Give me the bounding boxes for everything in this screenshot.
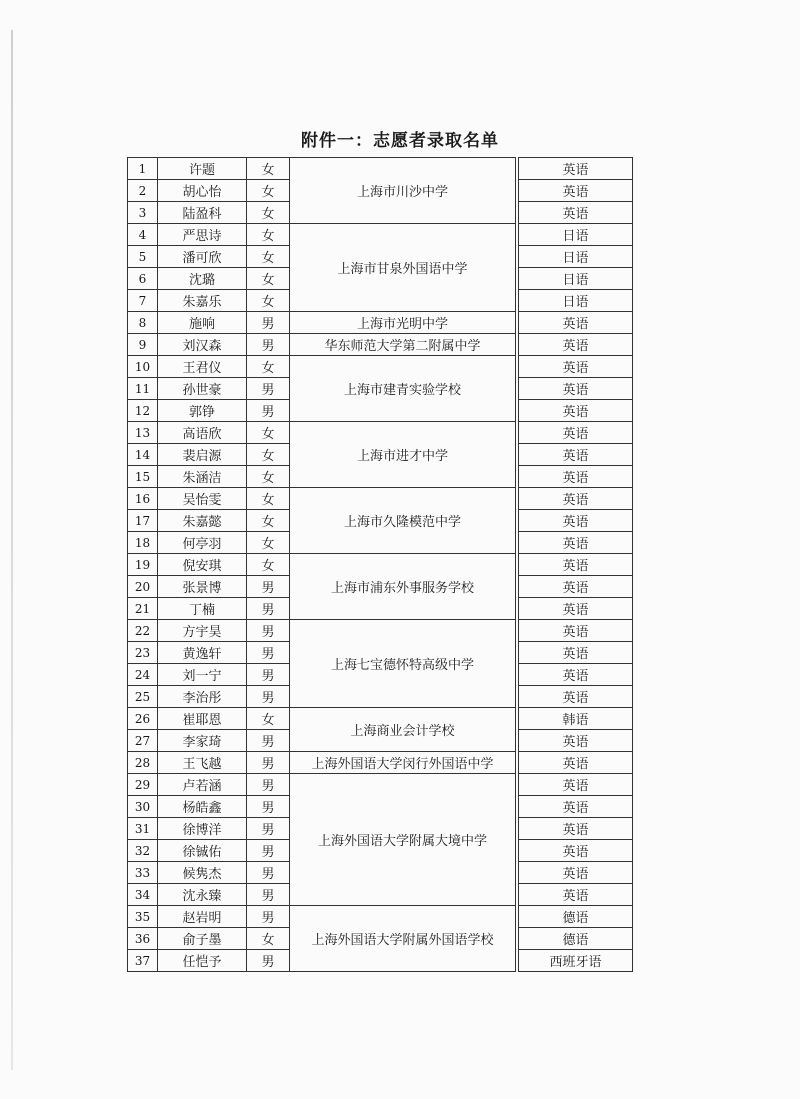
student-name: 卢若涵 xyxy=(158,774,247,796)
scan-edge xyxy=(11,30,13,1070)
student-gender: 男 xyxy=(247,818,290,840)
student-gender: 男 xyxy=(247,598,290,620)
language: 英语 xyxy=(519,752,633,774)
student-gender: 男 xyxy=(247,378,290,400)
student-name: 严思诗 xyxy=(158,224,247,246)
student-name: 倪安琪 xyxy=(158,554,247,576)
row-number: 30 xyxy=(128,796,158,818)
student-gender: 女 xyxy=(247,202,290,224)
student-gender: 女 xyxy=(247,268,290,290)
student-name: 李家琦 xyxy=(158,730,247,752)
language: 英语 xyxy=(519,664,633,686)
student-name: 杨皓鑫 xyxy=(158,796,247,818)
student-name: 王君仪 xyxy=(158,356,247,378)
language: 英语 xyxy=(519,532,633,554)
student-name: 胡心怡 xyxy=(158,180,247,202)
student-name: 李治彤 xyxy=(158,686,247,708)
student-name: 何亭羽 xyxy=(158,532,247,554)
language: 日语 xyxy=(519,290,633,312)
school-name: 上海七宝德怀特高级中学 xyxy=(290,620,516,708)
table-row xyxy=(128,422,633,444)
language: 英语 xyxy=(519,620,633,642)
student-gender: 女 xyxy=(247,532,290,554)
row-number: 36 xyxy=(128,928,158,950)
language: 德语 xyxy=(519,906,633,928)
student-gender: 男 xyxy=(247,642,290,664)
student-gender: 男 xyxy=(247,730,290,752)
student-name: 张景博 xyxy=(158,576,247,598)
student-name: 刘一宁 xyxy=(158,664,247,686)
school-name: 上海市久隆模范中学 xyxy=(290,488,516,554)
table-row xyxy=(128,158,633,180)
row-number: 20 xyxy=(128,576,158,598)
student-gender: 女 xyxy=(247,444,290,466)
school-name: 华东师范大学第二附属中学 xyxy=(290,334,516,356)
student-name: 潘可欣 xyxy=(158,246,247,268)
student-gender: 男 xyxy=(247,840,290,862)
page-title: 附件一：志愿者录取名单 xyxy=(301,131,499,151)
row-number: 13 xyxy=(128,422,158,444)
row-number: 22 xyxy=(128,620,158,642)
school-name: 上海市浦东外事服务学校 xyxy=(290,554,516,620)
school-name: 上海市光明中学 xyxy=(290,312,516,334)
row-number: 31 xyxy=(128,818,158,840)
language: 英语 xyxy=(519,576,633,598)
row-number: 25 xyxy=(128,686,158,708)
student-name: 崔耶恩 xyxy=(158,708,247,730)
row-number: 33 xyxy=(128,862,158,884)
row-number: 35 xyxy=(128,906,158,928)
language: 英语 xyxy=(519,642,633,664)
row-number: 9 xyxy=(128,334,158,356)
student-name: 朱嘉乐 xyxy=(158,290,247,312)
student-name: 丁楠 xyxy=(158,598,247,620)
row-number: 6 xyxy=(128,268,158,290)
row-number: 12 xyxy=(128,400,158,422)
language: 英语 xyxy=(519,158,633,180)
table-row xyxy=(128,774,633,796)
school-name: 上海市川沙中学 xyxy=(290,158,516,224)
student-name: 黄逸轩 xyxy=(158,642,247,664)
student-name: 高语欣 xyxy=(158,422,247,444)
student-name: 候隽杰 xyxy=(158,862,247,884)
table-row xyxy=(128,906,633,928)
row-number: 21 xyxy=(128,598,158,620)
student-gender: 女 xyxy=(247,510,290,532)
language: 英语 xyxy=(519,488,633,510)
student-name: 施响 xyxy=(158,312,247,334)
student-gender: 男 xyxy=(247,752,290,774)
language: 英语 xyxy=(519,774,633,796)
row-number: 5 xyxy=(128,246,158,268)
language: 英语 xyxy=(519,466,633,488)
row-number: 16 xyxy=(128,488,158,510)
language: 英语 xyxy=(519,730,633,752)
school-name: 上海商业会计学校 xyxy=(290,708,516,752)
language: 英语 xyxy=(519,312,633,334)
student-gender: 女 xyxy=(247,488,290,510)
student-gender: 男 xyxy=(247,576,290,598)
language: 英语 xyxy=(519,510,633,532)
student-name: 刘汉森 xyxy=(158,334,247,356)
row-number: 2 xyxy=(128,180,158,202)
student-gender: 女 xyxy=(247,290,290,312)
student-gender: 男 xyxy=(247,664,290,686)
row-number: 29 xyxy=(128,774,158,796)
row-number: 32 xyxy=(128,840,158,862)
student-gender: 男 xyxy=(247,400,290,422)
school-name: 上海外国语大学附属外国语学校 xyxy=(290,906,516,972)
language: 英语 xyxy=(519,686,633,708)
table-row xyxy=(128,224,633,246)
language: 英语 xyxy=(519,840,633,862)
table-body xyxy=(128,158,633,972)
student-name: 许题 xyxy=(158,158,247,180)
row-number: 4 xyxy=(128,224,158,246)
student-name: 孙世豪 xyxy=(158,378,247,400)
student-gender: 男 xyxy=(247,312,290,334)
student-name: 沈永臻 xyxy=(158,884,247,906)
student-name: 吴怡雯 xyxy=(158,488,247,510)
student-gender: 女 xyxy=(247,466,290,488)
school-name: 上海市建青实验学校 xyxy=(290,356,516,422)
student-name: 徐铖佑 xyxy=(158,840,247,862)
language: 英语 xyxy=(519,378,633,400)
row-number: 27 xyxy=(128,730,158,752)
row-number: 34 xyxy=(128,884,158,906)
school-name: 上海外国语大学闵行外国语中学 xyxy=(290,752,516,774)
language: 英语 xyxy=(519,884,633,906)
student-gender: 女 xyxy=(247,180,290,202)
student-gender: 女 xyxy=(247,158,290,180)
row-number: 26 xyxy=(128,708,158,730)
student-name: 赵岩明 xyxy=(158,906,247,928)
student-name: 朱涵洁 xyxy=(158,466,247,488)
student-gender: 男 xyxy=(247,906,290,928)
student-name: 陆盈科 xyxy=(158,202,247,224)
table-row xyxy=(128,356,633,378)
language: 英语 xyxy=(519,202,633,224)
student-gender: 女 xyxy=(247,928,290,950)
row-number: 17 xyxy=(128,510,158,532)
row-number: 19 xyxy=(128,554,158,576)
student-gender: 男 xyxy=(247,950,290,972)
row-number: 3 xyxy=(128,202,158,224)
table-row xyxy=(128,488,633,510)
school-name: 上海市甘泉外国语中学 xyxy=(290,224,516,312)
row-number: 8 xyxy=(128,312,158,334)
language: 英语 xyxy=(519,180,633,202)
row-number: 1 xyxy=(128,158,158,180)
student-name: 徐博洋 xyxy=(158,818,247,840)
language: 西班牙语 xyxy=(519,950,633,972)
student-gender: 男 xyxy=(247,796,290,818)
language: 日语 xyxy=(519,224,633,246)
student-gender: 女 xyxy=(247,356,290,378)
row-number: 10 xyxy=(128,356,158,378)
language: 英语 xyxy=(519,422,633,444)
language: 日语 xyxy=(519,268,633,290)
language: 英语 xyxy=(519,818,633,840)
student-gender: 女 xyxy=(247,422,290,444)
row-number: 28 xyxy=(128,752,158,774)
row-number: 24 xyxy=(128,664,158,686)
student-gender: 男 xyxy=(247,334,290,356)
language: 英语 xyxy=(519,400,633,422)
language: 韩语 xyxy=(519,708,633,730)
row-number: 7 xyxy=(128,290,158,312)
admission-table xyxy=(127,157,633,972)
row-number: 14 xyxy=(128,444,158,466)
table-row xyxy=(128,554,633,576)
student-gender: 男 xyxy=(247,862,290,884)
table-row xyxy=(128,334,633,356)
student-gender: 女 xyxy=(247,246,290,268)
language: 英语 xyxy=(519,554,633,576)
student-name: 王飞越 xyxy=(158,752,247,774)
table-row xyxy=(128,620,633,642)
student-name: 俞子墨 xyxy=(158,928,247,950)
student-name: 沈璐 xyxy=(158,268,247,290)
language: 英语 xyxy=(519,598,633,620)
row-number: 23 xyxy=(128,642,158,664)
student-gender: 女 xyxy=(247,224,290,246)
row-number: 11 xyxy=(128,378,158,400)
student-name: 任恺予 xyxy=(158,950,247,972)
language: 英语 xyxy=(519,444,633,466)
student-name: 郭铮 xyxy=(158,400,247,422)
school-name: 上海市进才中学 xyxy=(290,422,516,488)
row-number: 15 xyxy=(128,466,158,488)
table-row xyxy=(128,312,633,334)
language: 德语 xyxy=(519,928,633,950)
student-gender: 男 xyxy=(247,686,290,708)
language: 英语 xyxy=(519,796,633,818)
student-gender: 男 xyxy=(247,774,290,796)
language: 英语 xyxy=(519,334,633,356)
student-name: 裴启源 xyxy=(158,444,247,466)
language: 日语 xyxy=(519,246,633,268)
language: 英语 xyxy=(519,862,633,884)
table-row xyxy=(128,752,633,774)
student-gender: 女 xyxy=(247,708,290,730)
student-gender: 男 xyxy=(247,884,290,906)
student-name: 方宇昊 xyxy=(158,620,247,642)
language: 英语 xyxy=(519,356,633,378)
student-gender: 男 xyxy=(247,620,290,642)
row-number: 18 xyxy=(128,532,158,554)
student-name: 朱嘉懿 xyxy=(158,510,247,532)
student-gender: 女 xyxy=(247,554,290,576)
row-number: 37 xyxy=(128,950,158,972)
table-row xyxy=(128,708,633,730)
school-name: 上海外国语大学附属大境中学 xyxy=(290,774,516,906)
